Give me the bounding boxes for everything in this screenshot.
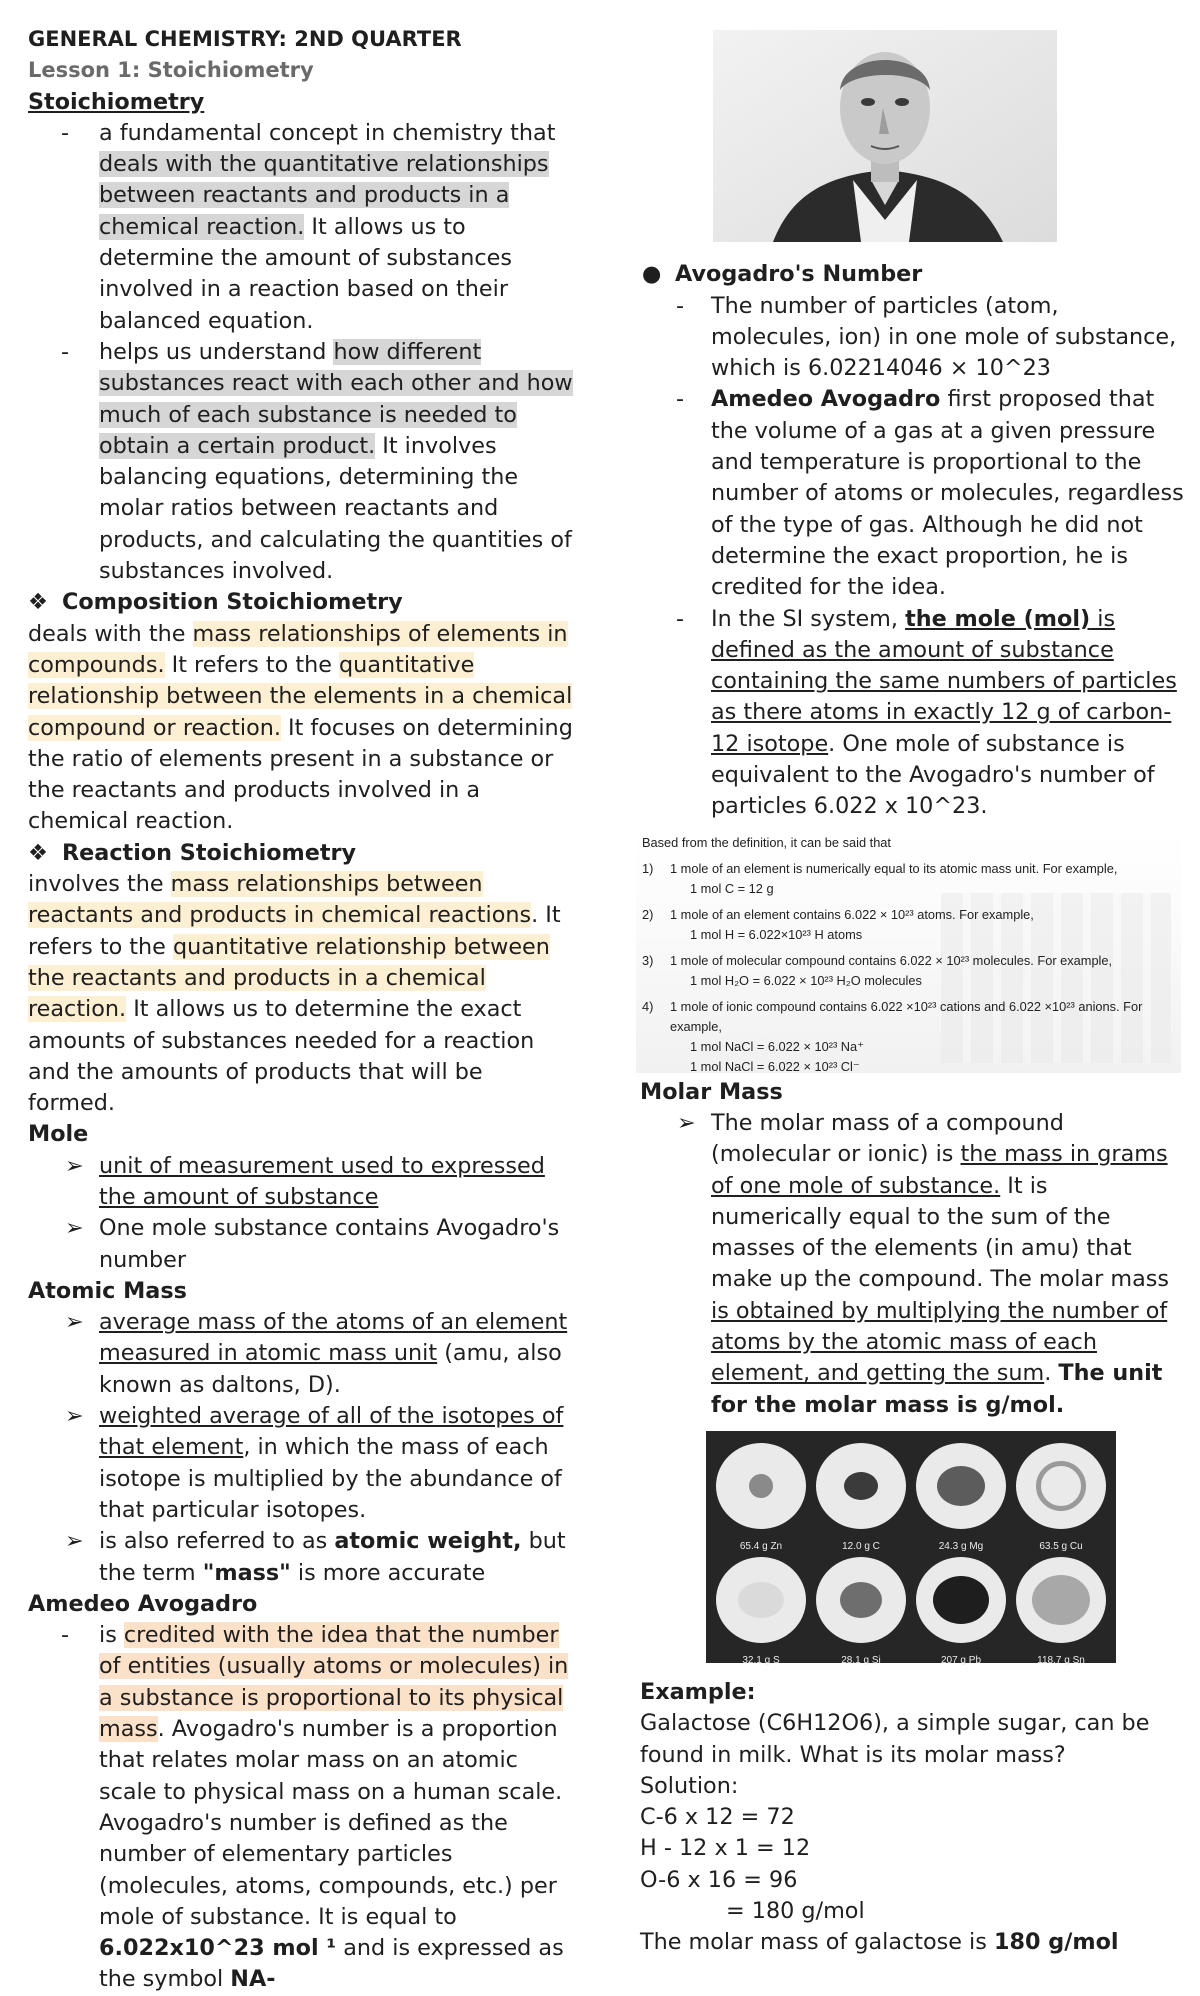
amedeo-point: - is credited with the idea that the number of entities (usually atoms or molecules) in a substance is proportional to its physical mass. Avogadro's number is a proportion that relates molar mass on an atomic scale to physical mass on a human scale. Avogadro's number is defined as the number of elementary particles (molecules, atoms, compounds, etc.) per mole of substance. It is equal to 6.022x10^23 mol ¹ and is expressed as the symbol NA- bbox=[61, 1622, 569, 1993]
definition-item bbox=[636, 859, 1181, 899]
dash-icon: - bbox=[676, 605, 685, 632]
diamond-icon: ❖ bbox=[28, 839, 48, 866]
document-title: GENERAL CHEMISTRY: 2ND QUARTER bbox=[28, 27, 462, 51]
definition-intro: Based from the definition, it can be said that bbox=[642, 834, 891, 850]
avogadros-number-point-1: - The number of particles (atom, molecules, ion) in one mole of substance, which is 6.02214046 × 10^23 bbox=[676, 292, 1177, 382]
definition-example: 1 mol H₂O = 6.022 × 10²³ H₂O molecules bbox=[690, 972, 922, 988]
sample-dish bbox=[716, 1443, 806, 1529]
sample-label: 118.7 g Sn bbox=[1037, 1654, 1085, 1666]
definition-example: 1 mol NaCl = 6.022 × 10²³ Na⁺ bbox=[690, 1038, 864, 1054]
sample-label: 65.4 g Zn bbox=[739, 1540, 783, 1552]
molar-mass-heading: Molar Mass bbox=[640, 1078, 783, 1105]
arrow-icon: ➢ bbox=[65, 1403, 84, 1430]
molar-mass-point: ➢ The molar mass of a compound (molecular or ionic) is the mass in grams of one mole of substance. It is numerically equal to the sum of the masses of the elements (in amu) that make up the compound. The molar mass is obtained by multiplying the number of atoms by the atomic mass of each element, and getting the sum. The unit for the molar mass is g/mol. bbox=[677, 1109, 1170, 1418]
atomic-mass-heading: Atomic Mass bbox=[28, 1277, 187, 1304]
mole-definition-figure bbox=[636, 833, 1181, 1073]
reaction-paragraph: involves the mass relationships between reactants and products in chemical reactions. It refers to the quantitative relationship between the reactants and products in a chemical reaction. It allows us to determine the exact amounts of substances needed for a reaction and the amounts of products that will be formed. bbox=[28, 871, 561, 1117]
left-column bbox=[28, 24, 573, 1996]
arrow-icon: ➢ bbox=[677, 1109, 696, 1136]
avogadro-portrait bbox=[713, 30, 1057, 242]
definition-number: 2) bbox=[642, 906, 654, 922]
diamond-icon: ❖ bbox=[28, 589, 48, 616]
final-answer: The molar mass of galactose is 180 g/mol bbox=[640, 1929, 1119, 1956]
definition-item bbox=[636, 905, 1181, 945]
dash-icon: - bbox=[61, 1622, 70, 1649]
sample-dish bbox=[1016, 1557, 1106, 1643]
dash-icon: - bbox=[61, 338, 70, 365]
calc-line-hydrogen: H - 12 x 1 = 12 bbox=[640, 1835, 811, 1862]
dash-icon: - bbox=[676, 386, 685, 413]
arrow-icon: ➢ bbox=[65, 1152, 84, 1179]
definition-text: 1 mole of an element contains 6.022 × 10²³ atoms. For example, bbox=[670, 906, 1034, 922]
highlight: how different substances react with each other and how much of each substance is needed to obtain a certain product. bbox=[99, 338, 573, 459]
avogadros-number-point-3: - In the SI system, the mole (mol) is defined as the amount of substance containing the same numbers of particles as there atoms in exactly 12 g of carbon-12 isotope. One mole of substance is equivalent to the Avogadro's number of particles 6.022 x 10^23. bbox=[676, 605, 1177, 820]
sample-dish bbox=[816, 1443, 906, 1529]
definition-item bbox=[636, 997, 1181, 1077]
definition-example: 1 mol H = 6.022×10²³ H atoms bbox=[690, 926, 863, 942]
composition-paragraph: deals with the mass relationships of elements in compounds. It refers to the quantitative relationship between the elements in a chemical compound or reaction. It focuses on determining the ratio of elements present in a substance or the reactants and products involved in a chemical reaction. bbox=[28, 620, 573, 835]
sample-label: 24.3 g Mg bbox=[938, 1540, 984, 1552]
arrow-icon: ➢ bbox=[65, 1309, 84, 1336]
sample-dish bbox=[916, 1443, 1006, 1529]
mole-item-1: ➢ unit of measurement used to expressed the amount of substance bbox=[65, 1152, 545, 1210]
definition-example: 1 mol C = 12 g bbox=[690, 880, 774, 896]
calc-line-oxygen: O-6 x 16 = 96 bbox=[640, 1866, 798, 1893]
example-question: Galactose (C6H12O6), a simple sugar, can be found in milk. What is its molar mass? bbox=[640, 1710, 1150, 1768]
definition-text: 1 mole of an element is numerically equal to its atomic mass unit. For example, bbox=[670, 860, 1118, 876]
composition-heading: ❖ Composition Stoichiometry bbox=[28, 587, 573, 618]
sample-label: 207 g Pb bbox=[940, 1654, 982, 1666]
bullet-icon: ● bbox=[642, 261, 662, 288]
definition-list bbox=[636, 859, 1181, 1077]
avogadros-number-point-2: - Amedeo Avogadro first proposed that the volume of a gas at a given pressure and temperature is proportional to the number of atoms or molecules, regardless of the type of gas. Although he did not determine the exact proportion, he is credited for the idea. bbox=[676, 386, 1184, 601]
stoichiometry-point-2: - helps us understand how different substances react with each other and how much of each substance is needed to obtain a certain product. It involves balancing equations, determining the molar ratios between reactants and products, and calculating the quantities of substances involved. bbox=[61, 338, 573, 585]
definition-item bbox=[636, 951, 1181, 991]
highlight: deals with the quantitative relationships between reactants and products in a chemical reaction. bbox=[99, 151, 549, 240]
sample-label: 63.5 g Cu bbox=[1039, 1540, 1083, 1552]
atomic-mass-item-3: ➢ is also referred to as atomic weight, but the term "mass" is more accurate bbox=[65, 1528, 566, 1586]
lesson-title: Lesson 1: Stoichiometry bbox=[28, 58, 314, 83]
atomic-mass-item-1: ➢ average mass of the atoms of an element measured in atomic mass unit (amu, also known as daltons, D). bbox=[65, 1309, 568, 1398]
definition-number: 3) bbox=[642, 952, 654, 968]
molar-samples-photo bbox=[706, 1431, 1116, 1666]
sample-dish bbox=[816, 1557, 906, 1643]
definition-text: 1 mole of molecular compound contains 6.022 × 10²³ molecules. For example, bbox=[670, 952, 1113, 968]
example-heading: Example: bbox=[640, 1678, 756, 1705]
arrow-icon: ➢ bbox=[65, 1528, 84, 1555]
calc-result: = 180 g/mol bbox=[726, 1897, 865, 1924]
amedeo-heading: Amedeo Avogadro bbox=[28, 1590, 258, 1617]
definition-number: 1) bbox=[642, 860, 654, 876]
mole-item-2: ➢ One mole substance contains Avogadro's number bbox=[65, 1215, 560, 1273]
definition-example: 1 mol NaCl = 6.022 × 10²³ Cl⁻ bbox=[690, 1058, 860, 1074]
definition-text: 1 mole of ionic compound contains 6.022 ×10²³ cations and 6.022 ×10²³ anions. For example, bbox=[670, 998, 1143, 1034]
sample-label: 32.1 g S bbox=[742, 1654, 780, 1666]
dash-icon: - bbox=[61, 119, 70, 146]
stoichiometry-point-1: - a fundamental concept in chemistry that deals with the quantitative relationships between reactants and products in a chemical reaction. It allows us to determine the amount of substances involved in a reaction based on their balanced equation. bbox=[61, 119, 556, 334]
sample-label: 12.0 g C bbox=[842, 1540, 880, 1552]
arrow-icon: ➢ bbox=[65, 1215, 84, 1242]
right-column bbox=[640, 24, 1185, 1959]
stoichiometry-heading: Stoichiometry bbox=[28, 88, 205, 115]
solution-label: Solution: bbox=[640, 1772, 739, 1799]
atomic-mass-item-2: ➢ weighted average of all of the isotopes of that element, in which the mass of each isotope is multiplied by the abundance of that particular isotopes. bbox=[65, 1403, 564, 1523]
sample-dish bbox=[916, 1557, 1006, 1643]
mole-heading: Mole bbox=[28, 1121, 89, 1148]
avogadros-number-heading: ● Avogadro's Number bbox=[640, 259, 1185, 290]
definition-number: 4) bbox=[642, 998, 654, 1014]
dash-icon: - bbox=[676, 292, 685, 319]
sample-dish bbox=[716, 1557, 806, 1643]
sample-dish bbox=[1016, 1443, 1106, 1529]
reaction-heading: ❖ Reaction Stoichiometry bbox=[28, 838, 573, 869]
calc-line-carbon: C-6 x 12 = 72 bbox=[640, 1804, 795, 1831]
sample-label: 28.1 g Si bbox=[841, 1654, 881, 1666]
